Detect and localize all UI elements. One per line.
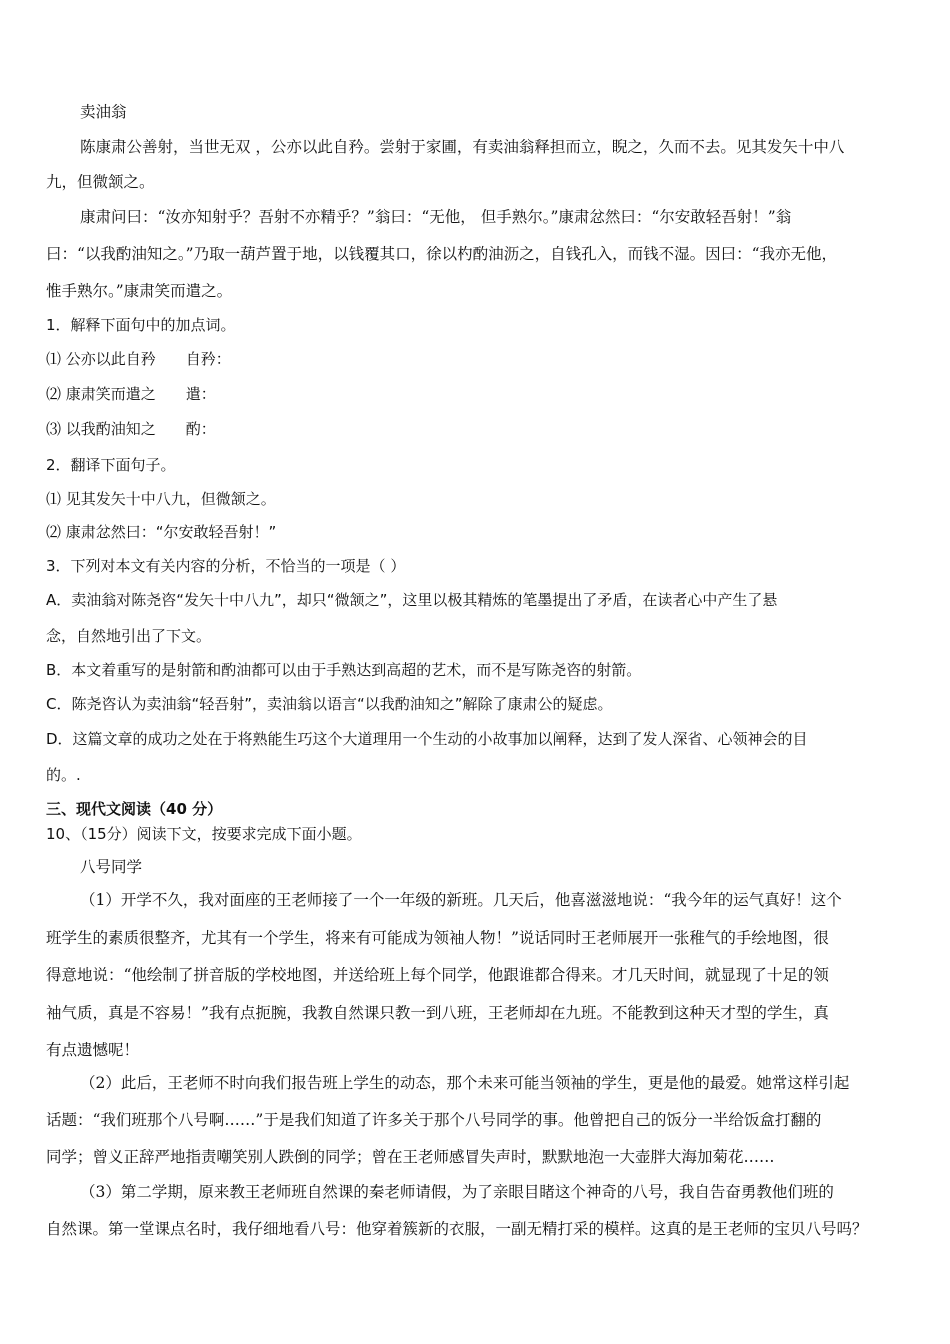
option-a-line-1: A．卖油翁对陈尧咨“发矢十中八九”，却只“微颔之”，这里以极其精炼的笔墨提出了矛盾，在读者心中产生了悬 (46, 591, 778, 609)
story-paragraph-3-line-1: （3）第二学期，原来教王老师班自然课的秦老师请假，为了亲眼目睹这个神奇的八号，我自告奋勇教他们班的 (80, 1183, 834, 1201)
question-1-item-3-sentence: ⑶ 以我酌油知之 (46, 420, 156, 438)
question-2-item-1: ⑴ 见其发矢十中八九，但微颔之。 (46, 490, 276, 508)
question-1-item-3 (46, 419, 216, 439)
question-1-item-1-word: 自矜： (185, 350, 231, 368)
story-paragraph-1-line-4: 袖气质，真是不容易！”我有点扼腕，我教自然课只教一到八班，王老师却在九班。不能教到这种天才型的学生，真 (46, 1004, 829, 1022)
passage-paragraph-2-line-1: 康肃问曰：“汝亦知射乎？吾射不亦精乎？”翁曰：“无他， 但手熟尔。”康肃忿然曰：“尔安敢轻吾射！”翁 (80, 208, 792, 226)
passage-paragraph-2-line-2: 曰：“以我酌油知之。”乃取一葫芦置于地，以钱覆其口，徐以杓酌油沥之，自钱孔入，而钱不湿。因曰：“我亦无他， (46, 245, 838, 263)
story-paragraph-1-line-3: 得意地说：“他绘制了拼音版的学校地图，并送给班上每个同学，他跟谁都合得来。才几天时间，就显现了十足的领 (46, 966, 829, 984)
question-2-item-2: ⑵ 康肃忿然曰：“尔安敢轻吾射！” (46, 523, 277, 541)
story-paragraph-3-line-2: 自然课。第一堂课点名时，我仔细地看八号：他穿着簇新的衣服，一副无精打采的模样。这真的是王老师的宝贝八号吗？ (46, 1220, 868, 1238)
story-paragraph-2-line-3: 同学；曾义正辞严地指责嘲笑别人跌倒的同学；曾在王老师感冒失声时，默默地泡一大壶胖大海加菊花…… (46, 1148, 775, 1166)
question-1-item-1-sentence: ⑴ 公亦以此自矜 (46, 350, 156, 368)
section-heading: 三、现代文阅读（40 分） (46, 800, 223, 818)
story-paragraph-2-line-2: 话题：“我们班那个八号啊……”于是我们知道了许多关于那个八号同学的事。他曾把自己的饭分一半给饭盒打翻的 (46, 1111, 822, 1129)
question-10: 10、（15分）阅读下文，按要求完成下面小题。 (46, 825, 362, 843)
question-3: 3．下列对本文有关内容的分析，不恰当的一项是（ ） (46, 557, 406, 575)
option-b: B．本文着重写的是射箭和酌油都可以由于手熟达到高超的艺术，而不是写陈尧咨的射箭。 (46, 661, 642, 679)
question-1-item-1 (46, 349, 231, 369)
question-1-item-2-word: 遣： (185, 385, 216, 403)
question-1-item-3-word: 酌： (185, 420, 216, 438)
option-c: C．陈尧咨认为卖油翁“轻吾射”，卖油翁以语言“以我酌油知之”解除了康肃公的疑虑。 (46, 695, 613, 713)
story-paragraph-1-line-1: （1）开学不久，我对面座的王老师接了一个一年级的新班。几天后，他喜滋滋地说：“我今年的运气真好！这个 (80, 891, 842, 909)
question-2: 2．翻译下面句子。 (46, 456, 176, 474)
passage-paragraph-1-line-2: 九，但微颔之。 (46, 173, 155, 191)
option-a-line-2: 念，自然地引出了下文。 (46, 627, 212, 645)
option-d-line-1: D．这篇文章的成功之处在于将熟能生巧这个大道理用一个生动的小故事加以阐释，达到了发人深省、心领神会的目 (46, 730, 808, 748)
story-paragraph-1-line-2: 班学生的素质很整齐，尤其有一个学生，将来有可能成为领袖人物！”说话同时王老师展开一张稚气的手绘地图，很 (46, 929, 829, 947)
story-paragraph-2-line-1: （2）此后，王老师不时向我们报告班上学生的动态，那个未来可能当领袖的学生，更是他的最爱。她常这样引起 (80, 1074, 850, 1092)
question-1: 1．解释下面句中的加点词。 (46, 316, 236, 334)
passage-title: 卖油翁 (80, 103, 127, 121)
option-d-line-2: 的。. (46, 766, 81, 784)
passage-paragraph-1-line-1: 陈康肃公善射，当世无双 ，公亦以此自矜。尝射于家圃，有卖油翁释担而立，睨之，久而不去。见其发矢十中八 (80, 138, 845, 156)
passage-paragraph-2-line-3: 惟手熟尔。”康肃笑而遣之。 (46, 282, 233, 300)
question-1-item-2-sentence: ⑵ 康肃笑而遣之 (46, 385, 156, 403)
story-paragraph-1-line-5: 有点遗憾呢！ (46, 1041, 140, 1059)
question-1-item-2 (46, 384, 216, 404)
story-title: 八号同学 (80, 858, 143, 876)
